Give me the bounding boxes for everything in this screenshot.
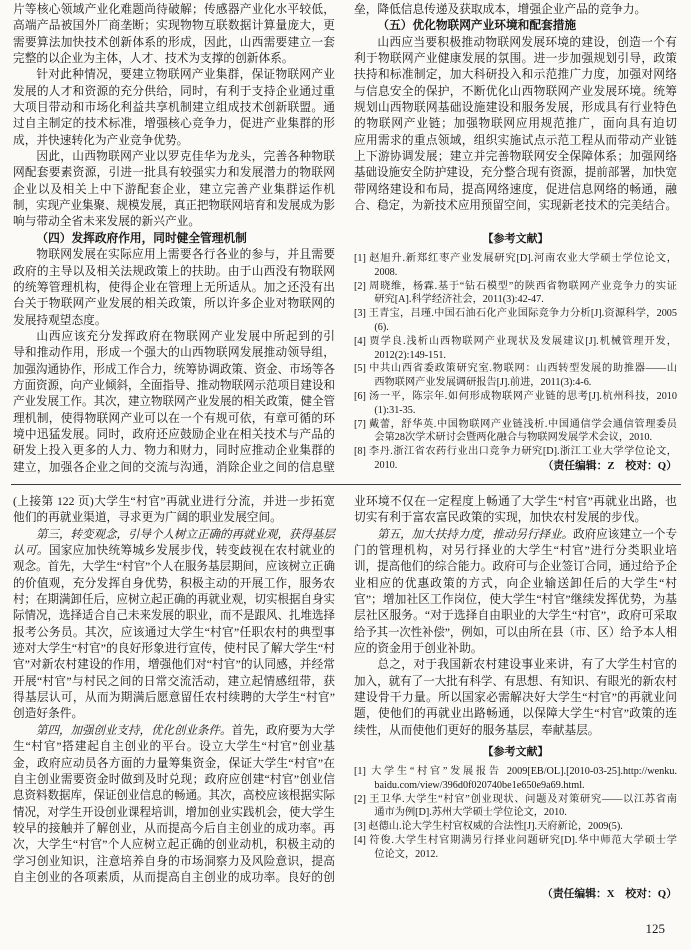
line-text: 国家应加快统筹城乡发展步伐，转变歧视在农村就业的 [48, 544, 335, 558]
text-line: 响与带动全省未来发展的新兴产业。 [13, 215, 201, 229]
text-line: 研发上投入更多的人力、物力和财力，同时应推动企业集群的 [13, 444, 335, 458]
text-line: 与信息安全的保护，不断优化山西物联网产业发展环境。统筹 [354, 84, 677, 98]
editor-note: （责任编辑：X 校对：Q） [542, 888, 677, 900]
text-line: 物联网发展在实际应用上需要各行各业的参与，并且需要 [36, 248, 335, 262]
section-divider [11, 484, 681, 485]
lead-phrase: 第四，加强创业支持，优化创业条件。 [36, 723, 232, 737]
text-line: 大项目带动和市场化利益共享机制建立组成技术创新联盟。通 [13, 101, 335, 115]
section-heading [354, 18, 677, 34]
text-line: 较早的接触并了解创业，从而提高今后自主创业的成功率。再 [13, 821, 335, 835]
text-line: 山西应当要积极推动物联网发展环境的建设，创造一个有 [377, 35, 677, 49]
text-line: 建立，加强各企业之间的交流与沟通，消除企业之间的信息壁 [13, 460, 335, 474]
lead-phrase: 认可。 [13, 544, 49, 558]
text-line: 因此，山西物联网产业以罗克佳华为龙头，完善各种物联 [36, 150, 335, 164]
text-line: 台关于物联网产业发展的相关政策，所以许多企业对物联网的 [13, 297, 335, 311]
text-line: 学习创业知识，注意培养自身的市场洞察力及风险意识，提高 [13, 854, 335, 868]
text-line: 加入，就有了一大批有科学、有思想、有知识、有眼光的新农村 [354, 674, 677, 688]
text-line: 高端产品被国外厂商垄断；实现物物互联数据计算量庞大，更 [13, 19, 335, 33]
reference-line: (1):31-35. [374, 404, 416, 416]
paragraph [354, 657, 677, 739]
text-line [13, 543, 335, 559]
text-line: 山西应该充分发挥政府在物联网产业发展中所起到的引 [36, 329, 335, 343]
text-line: 利于物联网产业健康发展的氛围。进一步加强规划引导，政策 [354, 52, 677, 66]
lead-phrase: 第三，转变观念，引导个人树立正确的再就业观，获得基层 [36, 527, 335, 541]
text-line: 官”；增加社区工作岗位，使大学生“村官”继续发挥优势，为基 [354, 593, 677, 607]
text-line: 总之，对于我国新农村建设事业来讲，有了大学生村官的 [377, 658, 677, 672]
top-article-left-column [13, 2, 335, 476]
text-line: 切实有利于富农富民政策的实现，加快农村发展的步伐。 [354, 511, 647, 525]
reference-line: 2010. [374, 459, 398, 471]
text-line: 次，大学生“村官”个人应树立起正确的创业动机，积极主动的 [13, 838, 335, 852]
bottom-article-right-column [354, 494, 677, 739]
text-line: 完整的以企业为主体，人才、技术为支撑的创新体系。 [13, 52, 294, 66]
text-line: （五）优化物联网产业环境和配套措施 [377, 19, 577, 33]
text-line: 基础设施安全防护建设，充分整合现有资源，提前部署，加快宽 [354, 166, 677, 180]
editor-note: （责任编辑：Z 校对：Q） [542, 459, 677, 472]
reference-line: 西物联网产业发展调研报告[J].前进，2011(3):4-6. [374, 377, 592, 389]
text-line: 观念。首先，大学生“村官”个人在服务基层期间，应该树立正确 [13, 560, 335, 574]
reference-item [354, 820, 677, 834]
reference-line: [5] 中共山西省委政策研究室.物联网：山西转型发展的助推器——山 [354, 363, 677, 375]
reference-line: [3] 赵德山.论大学生村官权威的合法性[J].天府新论，2009(5). [354, 821, 623, 833]
reference-line: [1] 赵旭升.新郑红枣产业发展研究[D].河南农业大学硕士学位论文， [354, 253, 677, 264]
references-list [354, 252, 677, 473]
section-heading [13, 231, 335, 247]
reference-item [354, 793, 677, 821]
text-line: 制，实现产业集聚、规模发展，真正把物联网培育和发展成为影 [13, 199, 335, 213]
text-line: 业环境不仅在一定程度上畅通了大学生“村官”再就业出路，也 [354, 495, 677, 508]
text-line: 门的管理机构，对另行择业的大学生“村官”进行分类职业培 [354, 544, 677, 558]
reference-item [354, 335, 677, 363]
reference-line: 会第28次学术研讨会暨两化融合与物联网发展学术会议，2010. [374, 432, 652, 444]
reference-line: [8] 李丹.浙江省农药行业出口竞争力研究[D].浙江工业大学学位论文， [354, 446, 677, 458]
reference-line: (6). [374, 321, 389, 333]
references-heading: 【参考文献】 [482, 233, 549, 245]
text-line: 的统筹管理机构，使得企业在管理上无所适从。加之还没有出 [13, 280, 335, 294]
paragraph [13, 67, 335, 149]
references-heading: 【参考文献】 [482, 746, 549, 758]
reference-line: [7] 戴蕾，舒华英.中国物联网产业链浅析.中国通信学会通信管理委员 [354, 418, 677, 430]
paragraph [354, 35, 677, 215]
reference-line: [4] 符俊.大学生村官期满另行择业问题研究[D].华中师范大学硕士学 [354, 834, 677, 846]
text-line: 扶持和标准制定，加大科研投入和示范推广力度，加强对网络 [354, 68, 677, 82]
reference-item [354, 418, 677, 446]
text-line: 企业以及相关上中下游配套企业，建立完善产业集群运作机 [13, 182, 335, 196]
reference-line: [6] 汤一平，陈宗年.如何形成物联网产业链的思考[J].杭州科技，2010 [354, 390, 677, 402]
paragraph [13, 494, 335, 527]
reference-item [354, 307, 677, 335]
paragraph [354, 494, 677, 527]
text-line: 建设骨干力量。所以国家必需解决好大学生“村官”的再就业问 [354, 691, 677, 705]
text-line: 情况，对学生开设创业课程培训，增加创业实践机会，使大学生 [13, 805, 335, 819]
text-line: 导和推动作用，形成一个强大的山西物联网发展推动领导组， [13, 346, 335, 360]
reference-line: [1] 大学生“村官”发展报告 2009[EB/OL].[2010-03-25].http://wenku. [354, 766, 677, 777]
paragraph [354, 527, 677, 658]
text-line: 金，政府应动员各方面的力量筹集资金，保证大学生“村官”在 [13, 756, 335, 770]
reference-item [354, 280, 677, 308]
text-line: 发展持观望态度。 [13, 313, 107, 327]
text-line: 的物联网产业链；加强物联网应用规范推广，面向具有迫切 [354, 117, 677, 131]
paragraph [13, 149, 335, 231]
text-line: 针对此种情况，要建立物联网产业集群，保证物联网产业 [36, 68, 335, 82]
paragraph [13, 2, 335, 67]
text-line: 报考公务员。其次，应该通过大学生“村官”任职农村的典型事 [13, 625, 335, 639]
text-line: 境中迅猛发展。同时，政府还应鼓励企业在相关技术与产品的 [13, 427, 335, 441]
text-line: 需要算法加快技术创新体系的形成，因此，山西需要建立一套 [13, 35, 335, 49]
reference-line: 2008. [374, 266, 398, 278]
text-line: 得基层认可，从而为期满后愿意留任农村续聘的大学生“村官” [13, 691, 335, 705]
text-line: 过自主制定的技术标准，增强核心竞争力，促进产业集群的形 [13, 117, 335, 131]
text-line: 村；在期满卸任后，应树立起正确的再就业观，切实根据自身实 [13, 593, 335, 607]
line-text: 政府应该建立一个专 [573, 527, 677, 541]
text-line: 方面资源，向产业倾斜，全面指导、推动物联网示范项目建设和 [13, 378, 335, 392]
reference-line: 研究[A].科学经济社会，2011(3):42-47. [374, 294, 544, 306]
paragraph [13, 527, 335, 723]
reference-item [354, 362, 677, 390]
text-line: （四）发挥政府作用，同时健全管理机制 [36, 231, 247, 245]
text-line: 业相应的优惠政策的方式，向企业输送卸任后的大学生“村 [354, 576, 677, 590]
text-line: 网配套要素资源，引进一批具有较强实力和发展潜力的物联网 [13, 166, 335, 180]
reference-line: [4] 贾学良.浅析山西物联网产业现状及发展建议[J].机械管理开发， [354, 335, 677, 347]
top-article-right-column [354, 2, 677, 214]
reference-line: 位论文，2012. [374, 848, 439, 860]
reference-item [354, 834, 677, 862]
text-line: 题，使他们的再就业出路畅通，以保障大学生“村官”政策的连 [354, 707, 677, 721]
text-line: 层社区服务。“对于选择自由职业的大学生“村官”，政府可采取 [354, 609, 677, 623]
text-line: 应的资金用于创业补助。 [354, 642, 483, 656]
text-line: 际情况，选择适合自己未来发展的职业，而不是跟风、扎堆选择 [13, 609, 335, 623]
text-line: 成，并快速转化为产业竞争优势。 [13, 133, 189, 147]
text-line: 官”对新农村建设的作用，增强他们对“村官”的认同感，并经常 [13, 658, 335, 672]
text-line: 续性，从而使他们更好的服务基层，奉献基层。 [354, 723, 600, 737]
text-line: 迹对大学生“村官”的良好形象进行宣传，使村民了解大学生“村 [13, 642, 335, 656]
text-line: 加强沟通协作，形成工作合力，统筹协调政策、资金、市场等各 [13, 362, 335, 376]
text-line: 规划山西物联网基础设施建设和服务发展，形成具有行业特色 [354, 101, 677, 115]
text-line: 上下游协调发展；建立并完善物联网安全保障体系；加强网络 [354, 150, 677, 164]
reference-line: [2] 王卫华.大学生“村官”创业现状、问题及对策研究——以江苏省南 [354, 793, 677, 805]
reference-line: [3] 王青宝，吕瑾.中国石油石化产业国际竞争力分析[J].资源科学，2005 [354, 308, 677, 320]
text-line: 政府的主导以及相关法规政策上的扶助。由于山西没有物联网 [13, 264, 335, 278]
page-number: 125 [645, 921, 665, 936]
text-line: 应用需求的重点领域，组织实施试点示范工程从而带动产业链 [354, 133, 677, 147]
paragraph [354, 2, 677, 18]
text-line: 自主创业的各项素质，从而提高自主创业的成功率。良好的创 [13, 870, 335, 884]
reference-item [354, 765, 677, 793]
text-line: 片等核心领域产业化难题尚待破解；传感器产业化水平较低， [13, 3, 335, 16]
paragraph [13, 329, 335, 476]
text-line: 给予其一次性补偿”，例如，可以由所在县（市、区）给予本人相 [354, 625, 677, 639]
reference-line: 2012(2):149-151. [374, 349, 446, 361]
text-line: 合、稳定，为新技术应用预留空间，实现新老技术的完美结合。 [354, 199, 677, 213]
text-line: (上接第 122 页)大学生“村官”再就业进行分流，并进一步拓宽 [13, 495, 335, 508]
reference-line: baidu.com/view/396d0f020740be1e650e9a69.html. [374, 779, 585, 791]
bottom-article-left-column [13, 494, 335, 886]
text-line: 息资料数据库，保证创业信息的畅通。其次，高校应该根据实际 [13, 789, 335, 803]
text-line: 他们的再就业渠道，寻求更为广阔的职业发展空间。 [13, 511, 282, 525]
text-line [354, 527, 677, 543]
references-list [354, 765, 677, 862]
text-line [13, 527, 335, 543]
text-line: 创造好条件。 [13, 707, 84, 721]
text-line: 的价值观，充分发挥自身优势，积极主动的开展工作，服务农 [13, 576, 335, 590]
reference-item [354, 390, 677, 418]
paragraph [13, 247, 335, 329]
text-line [13, 723, 335, 739]
text-line: 训，提高他们的综合能力。政府可与企业签订合同，通过给予企 [354, 560, 677, 574]
lead-phrase: 第五，加大扶持力度，推动另行择业。 [377, 527, 574, 541]
paragraph [13, 723, 335, 886]
line-text: 首先，政府要为大学 [231, 723, 335, 737]
text-line: 发展的人才和资源的充分供给，同时，有利于支持企业通过重 [13, 84, 335, 98]
text-line: 理机制，使得物联网产业可以在一个有规可依，有章可循的环 [13, 411, 335, 425]
text-line: 垒，降低信息传递及获取成本，增强企业产品的竞争力。 [354, 3, 647, 16]
text-line: 生“村官”搭建起自主创业的平台。设立大学生“村官”创业基 [13, 740, 335, 754]
reference-line: 通市为例[D].苏州大学硕士学位论文，2010. [374, 807, 567, 819]
text-line: 带网络建设和布局，提高网络速度，促进信息网络的畅通，融 [354, 182, 677, 196]
text-line: 产业发展工作。其次，建立物联网产业发展的相关政策，健全管 [13, 395, 335, 409]
text-line: 开展“村官”与村民之间的日常交流活动，建立起情感纽带，获 [13, 674, 335, 688]
reference-line: [2] 周晓维，杨霖.基于“钻石模型”的陕西省物联网产业竞争力的实证 [354, 280, 677, 292]
reference-item [354, 252, 677, 280]
text-line: 自主创业需要资金时做到及时兑现；政府应创建“村官”创业信 [13, 772, 335, 786]
